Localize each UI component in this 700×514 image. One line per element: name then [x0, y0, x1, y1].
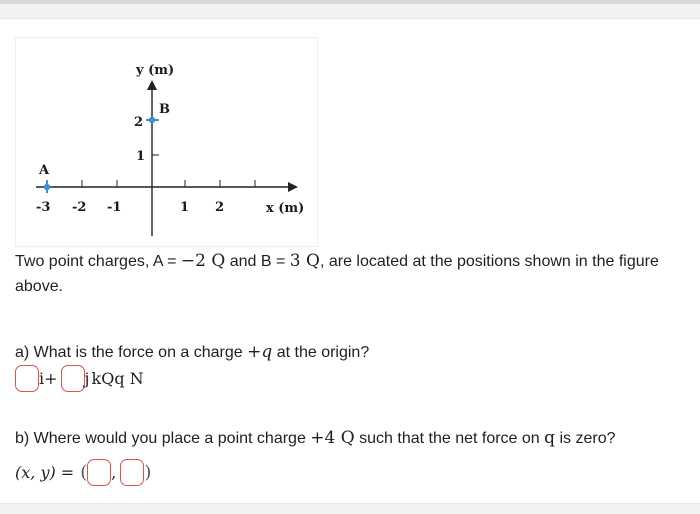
j-unit-vector: j	[84, 368, 90, 388]
top-divider	[0, 0, 700, 4]
x-tick-label: 1	[180, 200, 190, 215]
y-tick-label: 1	[136, 149, 146, 164]
question-text: is zero?	[555, 430, 616, 447]
x-coordinate-input[interactable]	[87, 459, 111, 486]
position-lhs: (x, y) =	[15, 462, 75, 482]
part-a-answer-row	[15, 363, 144, 393]
part-a-question	[15, 342, 369, 362]
problem-statement	[15, 249, 685, 299]
test-charge: +q	[247, 342, 273, 362]
point-a-dot	[44, 184, 50, 190]
point-a-label: A	[39, 163, 50, 178]
charge-b-value: 3 Q	[289, 251, 320, 271]
part-b-question	[15, 428, 616, 448]
x-tick-label: -3	[36, 200, 51, 215]
question-text: at the origin?	[272, 344, 370, 361]
problem-text: , are located at the positions shown in the figure above.	[15, 253, 659, 295]
q-symbol: q	[544, 428, 556, 448]
x-tick-label: -2	[72, 200, 87, 215]
coordinate-plot	[16, 38, 317, 246]
question-text: a) What is the force on a charge	[15, 344, 248, 361]
force-factor: kQq N	[91, 368, 144, 388]
x-axis-arrow	[288, 182, 298, 192]
question-card	[0, 18, 700, 504]
comma: ,	[111, 462, 117, 482]
x-tick-label: -1	[107, 200, 122, 215]
question-text: b) Where would you place a point charge	[15, 430, 311, 447]
close-paren: )	[144, 461, 152, 483]
charge-a-value: −2 Q	[180, 251, 226, 271]
point-b-label: B	[159, 102, 170, 117]
force-j-component-input[interactable]	[61, 365, 85, 392]
placed-charge: +4 Q	[310, 428, 355, 448]
part-b-answer-row	[15, 457, 151, 487]
x-axis-label: x (m)	[266, 201, 305, 216]
problem-text: Two point charges, A =	[15, 253, 181, 270]
charge-position-figure	[15, 37, 318, 247]
i-unit-vector: i+	[39, 368, 58, 388]
problem-text: and B =	[225, 253, 290, 270]
y-axis-arrow	[147, 80, 157, 90]
y-axis-label: y (m)	[136, 63, 175, 78]
y-coordinate-input[interactable]	[120, 459, 144, 486]
question-text: such that the net force on	[354, 430, 545, 447]
point-b-dot	[149, 117, 155, 123]
x-tick-label: 2	[215, 200, 225, 215]
open-paren: (	[80, 461, 88, 483]
force-i-component-input[interactable]	[15, 365, 39, 392]
y-tick-label: 2	[134, 115, 144, 130]
